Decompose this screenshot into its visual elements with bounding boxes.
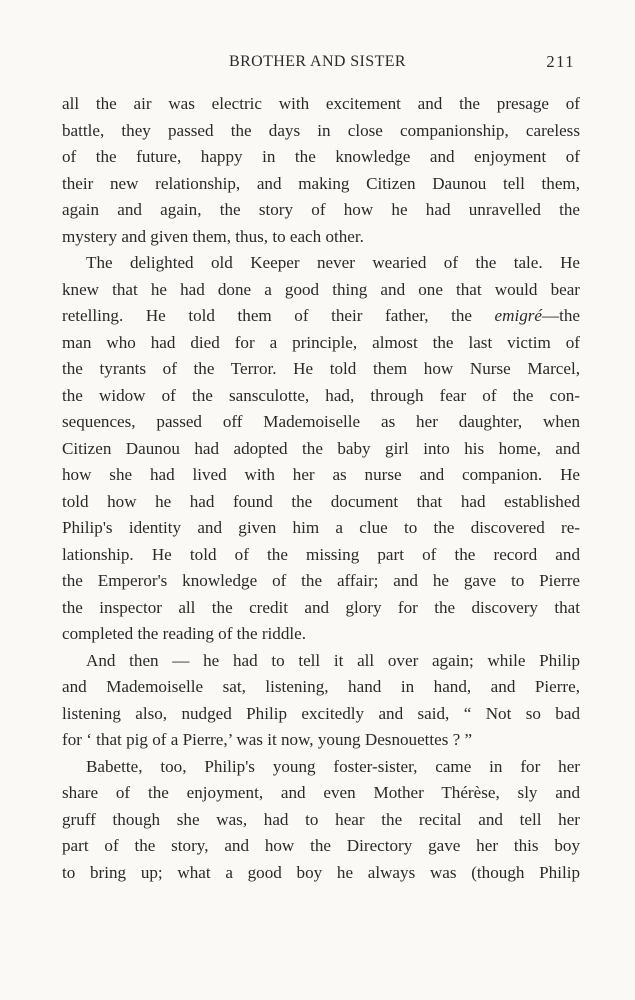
text-span: retelling. He told them of their father, the (62, 306, 495, 326)
text-line: for ‘ that pig of a Pierre,’ was it now, young Desnouettes ? ” (62, 730, 473, 750)
italic-word: emigré (494, 306, 543, 326)
text-line: Babette, too, Philip's young foster-sister, came in for her (86, 756, 580, 776)
text-line: And then — he had to tell it all over again; while Philip (86, 650, 580, 670)
text-line: knew that he had done a good thing and one that would bear (62, 279, 580, 299)
text-line: the widow of the sansculotte, had, through fear of the con- (62, 385, 580, 405)
text-line: mystery and given them, thus, to each other. (62, 226, 364, 246)
text-line: The delighted old Keeper never wearied of the tale. He (86, 253, 580, 273)
page-number: 211 (546, 52, 575, 71)
text-line: battle, they passed the days in close companionship, careless (62, 120, 580, 140)
running-head (60, 52, 575, 74)
text-line: lationship. He told of the missing part of the record and (62, 544, 580, 564)
text-line: again and again, the story of how he had unravelled the (62, 200, 580, 220)
text-line: share of the enjoyment, and even Mother Thérèse, sly and (62, 783, 580, 803)
text-line: their new relationship, and making Citizen Daunou tell them, (62, 173, 580, 193)
text-line (62, 303, 580, 330)
text-line: completed the reading of the riddle. (62, 624, 306, 644)
text-line: told how he had found the document that had established (62, 491, 580, 511)
text-span: —the (542, 306, 580, 326)
text-line: all the air was electric with excitement and the presage of (62, 94, 580, 113)
body-text (62, 91, 580, 886)
text-line: sequences, passed off Mademoiselle as her daughter, when (62, 412, 580, 432)
text-line: the inspector all the credit and glory for the discovery that (62, 597, 580, 617)
text-line: of the future, happy in the knowledge and enjoyment of (62, 147, 580, 167)
text-line: part of the story, and how the Directory gave her this boy (62, 836, 580, 856)
text-line: the tyrants of the Terror. He told them how Nurse Marcel, (62, 359, 580, 379)
text-line: Citizen Daunou had adopted the baby girl into his home, and (62, 438, 580, 458)
running-title: BROTHER AND SISTER (229, 53, 406, 70)
text-line: listening also, nudged Philip excitedly and said, “ Not so bad (62, 703, 580, 723)
text-line: the Emperor's knowledge of the affair; and he gave to Pierre (62, 571, 580, 591)
text-line: man who had died for a principle, almost the last victim of (62, 332, 580, 352)
text-line: and Mademoiselle sat, listening, hand in hand, and Pierre, (62, 677, 580, 697)
text-line: gruff though she was, had to hear the recital and tell her (62, 809, 580, 829)
text-line: Philip's identity and given him a clue to the discovered re- (62, 518, 580, 538)
text-line: to bring up; what a good boy he always was (though Philip (62, 862, 580, 882)
text-line: how she had lived with her as nurse and companion. He (62, 465, 580, 485)
